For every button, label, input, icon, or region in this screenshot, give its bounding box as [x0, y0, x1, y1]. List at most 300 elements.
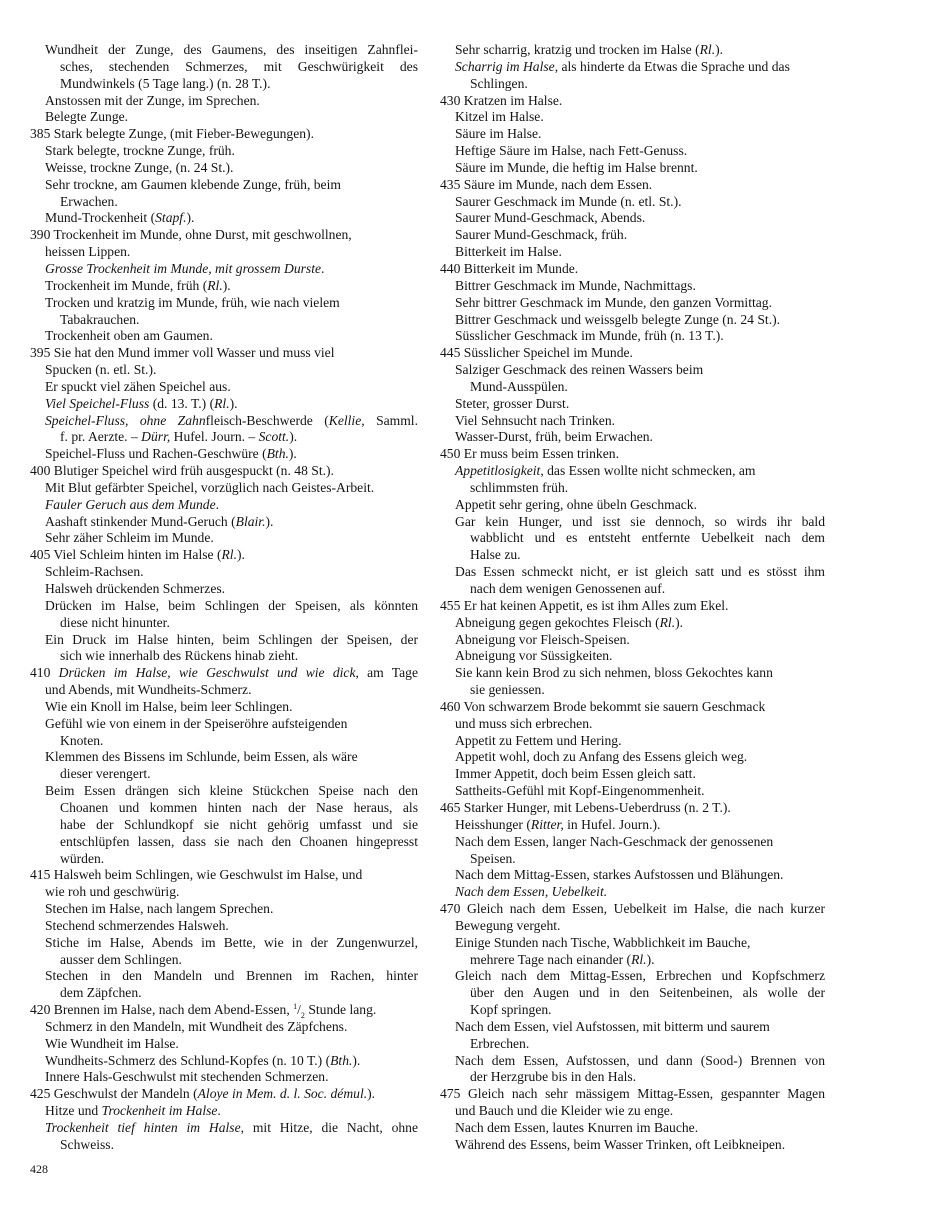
text-segment: wabblicht und es entsteht entfernte Uebelkeit nach dem — [470, 530, 825, 546]
left-column-text-line — [30, 699, 418, 716]
right-column-text-line — [440, 497, 825, 514]
right-column-text-line — [440, 109, 825, 126]
right-column-text-line — [440, 918, 825, 935]
text-segment: Stunde lang. — [304, 1002, 377, 1018]
text-segment: Süsslicher Geschmack im Munde, früh (n. 13 T.). — [455, 328, 724, 344]
italic-text: Blair. — [235, 513, 266, 529]
text-segment: ). — [288, 446, 297, 462]
italic-text: Appetitlosigkeit — [455, 463, 541, 479]
text-segment: diese nicht hinunter. — [60, 614, 170, 630]
text-segment: Appetit wohl, doch zu Anfang des Essens gleich weg. — [455, 749, 748, 765]
italic-text: Rl. — [214, 395, 230, 411]
right-column-text-line — [440, 194, 825, 211]
left-column-text-line — [30, 396, 418, 413]
left-column-text-line — [30, 345, 418, 362]
right-column-text-line — [440, 1137, 825, 1154]
text-segment: Halse zu. — [470, 547, 521, 563]
left-column-text-line — [30, 530, 418, 547]
right-column-text-line — [440, 665, 825, 682]
right-column-text-line — [440, 834, 825, 851]
text-segment: Abneigung gegen gekochtes Fleisch ( — [455, 614, 660, 630]
text-segment: 450 Er muss beim Essen trinken. — [440, 446, 619, 462]
text-segment: Schmerz in den Mandeln, mit Wundheit des Zäpfchens. — [45, 1018, 348, 1034]
left-column-text-line — [30, 665, 418, 682]
text-segment: f. pr. Aerzte. – — [60, 429, 142, 445]
left-column-text-line — [30, 312, 418, 329]
text-segment: Klemmen des Bissens im Schlunde, beim Essen, als wäre — [45, 749, 358, 765]
text-segment: Trockenheit im Munde, früh ( — [45, 277, 208, 293]
left-column-text-line — [30, 278, 418, 295]
left-column-text-line — [30, 143, 418, 160]
text-segment: sie geniessen. — [470, 682, 545, 698]
right-column-text-line — [440, 1120, 825, 1137]
italic-text: Grosse Trockenheit im Munde, mit grossem Durste — [45, 260, 322, 276]
text-segment: 410 — [30, 665, 59, 681]
text-segment: heissen Lippen. — [45, 244, 131, 260]
text-segment: dem Zäpfchen. — [60, 985, 142, 1001]
italic-text: Dürr, — [141, 429, 171, 445]
text-segment: und Abends, mit Wundheits-Schmerz. — [45, 682, 252, 698]
right-column-text-line — [440, 413, 825, 430]
text-segment: Wundheits-Schmerz des Schlund-Kopfes (n. 10 T.) ( — [45, 1052, 331, 1068]
left-column-text-line — [30, 615, 418, 632]
text-segment: 465 Starker Hunger, mit Lebens-Ueberdruss (n. 2 T.). — [440, 799, 731, 815]
italic-text: Ritter, — [530, 816, 564, 832]
text-segment: ausser dem Schlingen. — [60, 951, 182, 967]
text-segment: 460 Von schwarzem Brode bekommt sie sauern Geschmack — [440, 698, 766, 714]
text-segment: Sehr zäher Schleim im Munde. — [45, 530, 214, 546]
text-segment: Samml. — [364, 412, 418, 428]
left-column-text-line — [30, 429, 418, 446]
text-segment: ). — [186, 210, 195, 226]
left-column-text-line — [30, 1137, 418, 1154]
left-column-text-line — [30, 884, 418, 901]
text-segment: in Hufel. Journ.). — [563, 816, 661, 832]
text-segment: ). — [367, 1086, 376, 1102]
text-segment: Saurer Mund-Geschmack, früh. — [455, 227, 628, 243]
text-segment: schlimmsten früh. — [470, 479, 569, 495]
right-column-text-line — [440, 985, 825, 1002]
left-column-text-line — [30, 817, 418, 834]
text-segment: Heisshunger ( — [455, 816, 531, 832]
text-segment: 425 Geschwulst der Mandeln ( — [30, 1086, 198, 1102]
right-column-text-line — [440, 463, 825, 480]
right-column-text-line — [440, 42, 825, 59]
text-segment: Bittrer Geschmack im Munde, Nachmittags. — [455, 277, 696, 293]
left-column-text-line — [30, 632, 418, 649]
text-segment: ). — [352, 1052, 361, 1068]
right-column-text-line — [440, 766, 825, 783]
right-column-text-line — [440, 598, 825, 615]
text-segment: Stechen in den Mandeln und Brennen im Rachen, hinter — [45, 968, 418, 984]
text-segment: 455 Er hat keinen Appetit, es ist ihm Alles zum Ekel. — [440, 597, 729, 613]
text-segment: Saurer Geschmack im Munde (n. etl. St.). — [455, 193, 682, 209]
text-segment: Viel Sehnsucht nach Trinken. — [455, 412, 616, 428]
left-column-text-line — [30, 716, 418, 733]
right-column-text-line — [440, 952, 825, 969]
left-column-text-line — [30, 733, 418, 750]
left-column-text-line — [30, 463, 418, 480]
italic-text: Trockenheit tief hinten im Halse — [45, 1120, 241, 1135]
right-column-text-line — [440, 935, 825, 952]
text-segment: sches, stechenden Schmerzes, mit Geschwürigkeit des — [60, 58, 418, 74]
text-segment: Salziger Geschmack des reinen Wassers beim — [455, 362, 704, 378]
right-column-text-line — [440, 126, 825, 143]
text-segment: Er spuckt viel zähen Speichel aus. — [45, 378, 231, 394]
text-segment: Säure im Munde, die heftig im Halse brennt. — [455, 159, 698, 175]
left-column-text-line — [30, 362, 418, 379]
right-column-text-line — [440, 177, 825, 194]
right-column — [440, 42, 825, 1154]
right-column-text-line — [440, 716, 825, 733]
left-column-text-line — [30, 1019, 418, 1036]
text-segment: ). — [289, 429, 298, 445]
text-segment: Hitze und — [45, 1103, 102, 1119]
right-column-text-line — [440, 733, 825, 750]
left-column-text-line — [30, 497, 418, 514]
text-segment: Sehr bittrer Geschmack im Munde, den ganzen Vormittag. — [455, 294, 772, 310]
text-segment: fleisch-Beschwerde ( — [205, 412, 329, 428]
right-column-text-line — [440, 699, 825, 716]
text-segment: Heftige Säure im Halse, nach Fett-Genuss. — [455, 143, 688, 159]
text-segment: Mund-Trockenheit ( — [45, 210, 156, 226]
right-column-text-line — [440, 1053, 825, 1070]
right-column-text-line — [440, 1036, 825, 1053]
italic-text: Drücken im Halse, wie Geschwulst und wie dick — [58, 665, 356, 681]
left-column-text-line — [30, 1053, 418, 1070]
text-segment: Appetit zu Fettem und Hering. — [455, 732, 622, 748]
text-segment: Sehr trockne, am Gaumen klebende Zunge, früh, beim — [45, 176, 341, 192]
left-column-text-line — [30, 968, 418, 985]
text-segment: 445 Süsslicher Speichel im Munde. — [440, 345, 633, 361]
text-segment: Stechend schmerzendes Halsweh. — [45, 917, 229, 933]
text-segment: Saurer Mund-Geschmack, Abends. — [455, 210, 646, 226]
left-column-text-line — [30, 648, 418, 665]
right-column-text-line — [440, 210, 825, 227]
text-segment: Kitzel im Halse. — [455, 109, 544, 125]
left-column-text-line — [30, 109, 418, 126]
text-segment: . — [321, 260, 325, 276]
right-column-text-line — [440, 379, 825, 396]
right-column-text-line — [440, 396, 825, 413]
left-column-text-line — [30, 952, 418, 969]
text-segment: Stechen im Halse, nach langem Sprechen. — [45, 901, 274, 917]
left-column-text-line — [30, 682, 418, 699]
right-column-text-line — [440, 749, 825, 766]
text-segment: Sattheits-Gefühl mit Kopf-Eingenommenheit. — [455, 783, 705, 799]
right-column-text-line — [440, 480, 825, 497]
left-column-text-line — [30, 1069, 418, 1086]
text-segment: Gefühl wie von einem in der Speiseröhre aufsteigenden — [45, 715, 348, 731]
right-column-text-line — [440, 1002, 825, 1019]
text-segment: 475 Gleich nach sehr mässigem Mittag-Essen, gespannter Magen — [440, 1086, 825, 1102]
text-segment: Hufel. Journ. – — [170, 429, 259, 445]
text-segment: Gleich nach dem Mittag-Essen, Erbrechen und Kopfschmerz — [455, 968, 825, 984]
text-segment: Nach dem Essen, Aufstossen, und dann (Sood-) Brennen von — [455, 1052, 825, 1068]
text-segment: Säure im Halse. — [455, 126, 542, 142]
text-segment: Wie Wundheit im Halse. — [45, 1035, 179, 1051]
left-column-text-line — [30, 227, 418, 244]
text-segment: Mundwinkels (5 Tage lang.) (n. 28 T.). — [60, 75, 271, 91]
text-segment: Während des Essens, beim Wasser Trinken, oft Leibkneipen. — [455, 1136, 786, 1152]
text-segment: 390 Trockenheit im Munde, ohne Durst, mit geschwollnen, — [30, 227, 352, 243]
text-segment: sich wie innerhalb des Rückens hinab zieht. — [60, 648, 299, 664]
text-segment: ). — [236, 547, 245, 563]
right-column-text-line — [440, 312, 825, 329]
left-column-text-line — [30, 295, 418, 312]
right-column-text-line — [440, 851, 825, 868]
text-segment: Einige Stunden nach Tische, Wabblichkeit im Bauche, — [455, 934, 751, 950]
right-column-text-line — [440, 328, 825, 345]
left-column-text-line — [30, 244, 418, 261]
text-segment: ). — [265, 513, 274, 529]
text-segment: Bewegung vergeht. — [455, 917, 561, 933]
text-segment: Wie ein Knoll im Halse, beim leer Schlingen. — [45, 698, 293, 714]
text-segment: Speisen. — [470, 850, 516, 866]
text-segment: Beim Essen drängen sich kleine Stückchen Speise nach den — [45, 783, 418, 799]
right-column-text-line — [440, 362, 825, 379]
left-column-text-line — [30, 514, 418, 531]
left-column-text-line — [30, 867, 418, 884]
left-column-text-line — [30, 160, 418, 177]
left-column-text-line — [30, 749, 418, 766]
left-column-text-line — [30, 985, 418, 1002]
right-column-text-line — [440, 160, 825, 177]
italic-text: Kellie, — [328, 412, 365, 428]
text-segment: Anstossen mit der Zunge, im Sprechen. — [45, 92, 260, 108]
left-column-text-line — [30, 1036, 418, 1053]
text-segment: Spucken (n. etl. St.). — [45, 362, 157, 378]
right-column-text-line — [440, 581, 825, 598]
italic-text: Rl. — [631, 951, 647, 967]
left-column-text-line — [30, 446, 418, 463]
text-segment: ). — [222, 277, 231, 293]
left-column-text-line — [30, 598, 418, 615]
text-segment: Abneigung vor Süssigkeiten. — [455, 648, 613, 664]
right-column-text-line — [440, 632, 825, 649]
text-segment: Das Essen schmeckt nicht, er ist gleich satt und es stösst ihm — [455, 564, 825, 580]
right-column-text-line — [440, 76, 825, 93]
right-column-text-line — [440, 968, 825, 985]
text-segment: 420 Brennen im Halse, nach dem Abend-Essen, — [30, 1002, 294, 1018]
text-segment: , als hinderte da Etwas die Sprache und das — [554, 58, 790, 74]
left-column-text-line — [30, 177, 418, 194]
left-column-text-line — [30, 1002, 418, 1019]
italic-text: Bth. — [266, 446, 289, 462]
text-segment: 430 Kratzen im Halse. — [440, 92, 563, 108]
text-segment: Trockenheit oben am Gaumen. — [45, 328, 213, 344]
text-segment: Aashaft stinkender Mund-Geruch ( — [45, 513, 236, 529]
italic-text: Scott. — [258, 429, 290, 445]
italic-text: Nach dem Essen, Uebelkeit. — [455, 884, 608, 900]
text-segment: Weisse, trockne Zunge, (n. 24 St.). — [45, 159, 234, 175]
text-segment: . — [217, 1103, 221, 1119]
text-segment: 1 — [293, 1001, 298, 1011]
text-segment: 2 — [300, 1010, 305, 1020]
text-segment: und Bauch und die Kleider wie zu enge. — [455, 1103, 674, 1119]
left-column-text-line — [30, 1103, 418, 1120]
left-column-text-line — [30, 210, 418, 227]
text-segment: Gar kein Hunger, und isst sie dennoch, so wirds ihr bald — [455, 513, 825, 529]
italic-text: Bth. — [330, 1052, 353, 1068]
text-segment: Nach dem Essen, viel Aufstossen, mit bitterm und saurem — [455, 1018, 770, 1034]
text-segment: Immer Appetit, doch beim Essen gleich satt. — [455, 766, 696, 782]
right-column-text-line — [440, 1103, 825, 1120]
left-column-text-line — [30, 800, 418, 817]
text-segment: Steter, grosser Durst. — [455, 395, 570, 411]
text-segment: Ein Druck im Halse hinten, beim Schlingen der Speisen, der — [45, 631, 418, 647]
right-column-text-line — [440, 884, 825, 901]
text-segment: Sehr scharrig, kratzig und trocken im Halse ( — [455, 42, 700, 57]
text-segment: ). — [675, 614, 684, 630]
text-segment: habe der Schlundkopf sie nicht gehörig umfasst und sie — [60, 816, 418, 832]
italic-text: Rl. — [659, 614, 676, 630]
text-segment: nach dem wenigen Genossenen auf. — [470, 581, 666, 596]
left-column-text-line — [30, 126, 418, 143]
text-segment: 385 Stark belegte Zunge, (mit Fieber-Bewegungen). — [30, 126, 314, 142]
text-segment: 400 Blutiger Speichel wird früh ausgespuckt (n. 48 St.). — [30, 463, 334, 479]
text-segment: . — [215, 496, 220, 512]
right-column-text-line — [440, 143, 825, 160]
text-segment: und muss sich erbrechen. — [455, 715, 593, 731]
text-segment: Belegte Zunge. — [45, 109, 129, 125]
left-column-text-line — [30, 480, 418, 497]
left-column-text-line — [30, 834, 418, 851]
italic-text: Scharrig im Halse — [455, 58, 555, 74]
text-segment: Nach dem Mittag-Essen, starkes Aufstossen und Blähungen. — [455, 867, 784, 883]
text-segment: Wasser-Durst, früh, beim Erwachen. — [455, 429, 653, 445]
text-segment: Halsweh drückenden Schmerzes. — [45, 581, 226, 596]
text-segment: 470 Gleich nach dem Essen, Uebelkeit im Halse, die nach kurzer — [440, 901, 825, 917]
text-segment: Abneigung vor Fleisch-Speisen. — [455, 631, 630, 647]
right-column-text-line — [440, 227, 825, 244]
right-column-text-line — [440, 1086, 825, 1103]
left-column-text-line — [30, 261, 418, 278]
right-column-text-line — [440, 682, 825, 699]
left-column-text-line — [30, 194, 418, 211]
text-segment: (d. 13. T.) ( — [149, 395, 215, 411]
italic-text: Viel Speichel-Fluss — [45, 395, 150, 411]
text-segment: ). — [715, 42, 724, 57]
left-column-text-line — [30, 547, 418, 564]
text-segment: dieser verengert. — [60, 766, 151, 782]
left-column-text-line — [30, 564, 418, 581]
left-column — [30, 42, 418, 1154]
italic-text: Trockenheit im Halse — [101, 1103, 218, 1119]
text-segment: Mund-Ausspülen. — [470, 378, 568, 394]
left-column-text-line — [30, 379, 418, 396]
left-column-text-line — [30, 783, 418, 800]
text-segment: Schlingen. — [470, 75, 528, 91]
left-column-text-line — [30, 851, 418, 868]
right-column-text-line — [440, 800, 825, 817]
text-segment: Erbrechen. — [470, 1035, 530, 1051]
text-segment: Wundheit der Zunge, des Gaumens, des inseitigen Zahnflei- — [45, 42, 418, 57]
text-segment: Stiche im Halse, Abends im Bette, wie in der Zungenwurzel, — [45, 934, 418, 950]
italic-text: Aloye in Mem. d. l. Soc. démul. — [197, 1086, 368, 1102]
page-number: 428 — [30, 1162, 48, 1176]
left-column-text-line — [30, 93, 418, 110]
text-segment: Innere Hals-Geschwulst mit stechenden Schmerzen. — [45, 1069, 329, 1085]
right-column-text-line — [440, 446, 825, 463]
text-segment: 415 Halsweh beim Schlingen, wie Geschwulst im Halse, und — [30, 867, 363, 883]
left-column-text-line — [30, 76, 418, 93]
text-segment: Schleim-Rachsen. — [45, 564, 144, 580]
italic-text: Speichel-Fluss, ohne Zahn — [45, 412, 206, 428]
left-column-text-line — [30, 901, 418, 918]
text-segment: Sie kann kein Brod zu sich nehmen, bloss Gekochtes kann — [455, 665, 773, 681]
text-segment: wie roh und geschwürig. — [45, 884, 180, 900]
text-segment: Nach dem Essen, lautes Knurren im Bauche. — [455, 1120, 699, 1135]
left-column-text-line — [30, 1086, 418, 1103]
text-segment: Nach dem Essen, langer Nach-Geschmack der genossenen — [455, 833, 774, 849]
italic-text: Rl. — [221, 547, 237, 563]
right-column-text-line — [440, 295, 825, 312]
text-segment: Appetit sehr gering, ohne übeln Geschmack. — [455, 496, 697, 512]
right-column-text-line — [440, 514, 825, 531]
text-segment: Knoten. — [60, 732, 104, 748]
italic-text: Stapf. — [155, 210, 187, 226]
text-segment: ). — [646, 951, 655, 967]
right-column-text-line — [440, 817, 825, 834]
right-column-text-line — [440, 648, 825, 665]
left-column-text-line — [30, 328, 418, 345]
text-segment: entschlüpfen lassen, dass sie nach den Choanen hingepresst — [60, 833, 418, 849]
right-column-text-line — [440, 867, 825, 884]
text-segment: Speichel-Fluss und Rachen-Geschwüre ( — [45, 446, 267, 462]
text-segment: , das Essen wollte nicht schmecken, am — [540, 463, 756, 479]
right-column-text-line — [440, 93, 825, 110]
right-column-text-line — [440, 261, 825, 278]
text-segment: ). — [229, 395, 238, 411]
text-segment: , am Tage — [355, 665, 418, 681]
text-segment: Mit Blut gefärbter Speichel, vorzüglich nach Geistes-Arbeit. — [45, 479, 375, 495]
left-column-text-line — [30, 766, 418, 783]
italic-text: Rl. — [699, 42, 716, 57]
text-segment: Bittrer Geschmack und weissgelb belegte Zunge (n. 24 St.). — [455, 311, 781, 327]
text-segment: Kopf springen. — [470, 1002, 552, 1018]
right-column-text-line — [440, 429, 825, 446]
right-column-text-line — [440, 783, 825, 800]
right-column-text-line — [440, 1019, 825, 1036]
text-segment: Choanen und kommen hinten nach der Nase heraus, als — [60, 799, 418, 815]
text-segment: 440 Bitterkeit im Munde. — [440, 260, 579, 276]
text-segment: über den Augen und in den Seitenbeinen, als wolle der — [470, 985, 825, 1001]
text-segment: Schweiss. — [60, 1136, 114, 1152]
text-segment: 405 Viel Schleim hinten im Halse ( — [30, 547, 222, 563]
text-segment: Trocken und kratzig im Munde, früh, wie nach vielem — [45, 294, 340, 310]
right-column-text-line — [440, 244, 825, 261]
text-segment: Drücken im Halse, beim Schlingen der Speisen, als könnten — [45, 597, 418, 613]
text-segment: Erwachen. — [60, 193, 118, 209]
left-column-text-line — [30, 918, 418, 935]
right-column-text-line — [440, 345, 825, 362]
left-column-text-line — [30, 935, 418, 952]
right-column-text-line — [440, 901, 825, 918]
right-column-text-line — [440, 278, 825, 295]
text-segment: Bitterkeit im Halse. — [455, 244, 562, 260]
right-column-text-line — [440, 547, 825, 564]
text-segment: Tabakrauchen. — [60, 311, 140, 327]
right-column-text-line — [440, 1069, 825, 1086]
text-segment: der Herzgrube bis in den Hals. — [470, 1069, 637, 1085]
text-segment: 395 Sie hat den Mund immer voll Wasser und muss viel — [30, 345, 335, 361]
left-column-text-line — [30, 1120, 418, 1137]
left-column-text-line — [30, 581, 418, 598]
right-column-text-line — [440, 564, 825, 581]
italic-text: Rl. — [207, 277, 223, 293]
left-column-text-line — [30, 413, 418, 430]
